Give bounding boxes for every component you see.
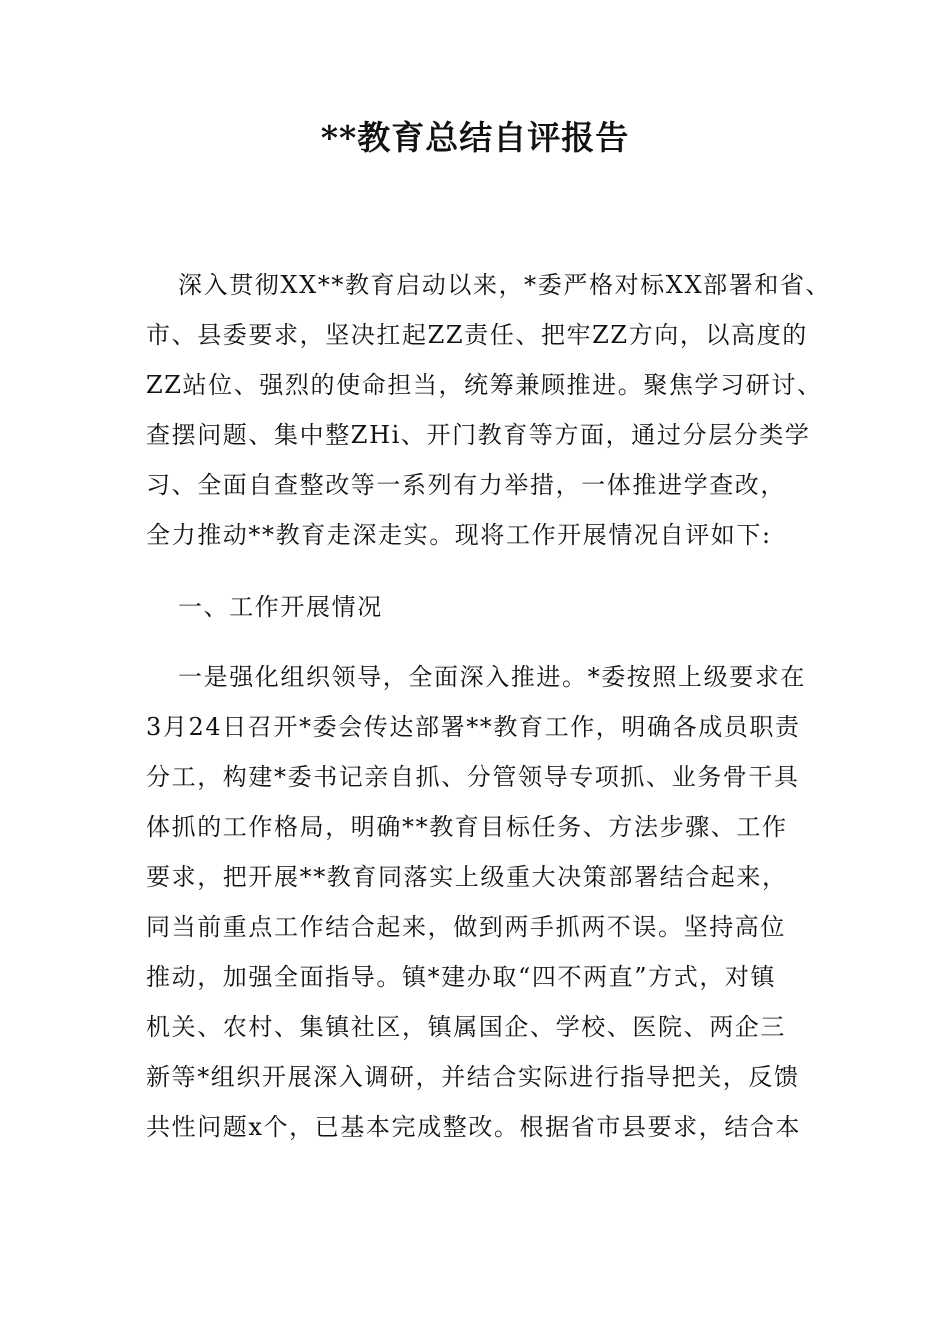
body-line: 体抓的工作格局，明确**教育目标任务、方法步骤、工作 <box>146 813 788 841</box>
intro-line: 全力推动**教育走深走实。现将工作开展情况自评如下: <box>146 521 772 549</box>
intro-line: 深入贯彻XX**教育启动以来，*委严格对标XX部署和省、 <box>178 271 832 299</box>
body-line: 推动，加强全面指导。镇*建办取“四不两直”方式，对镇 <box>146 963 777 991</box>
body-line: 3月24日召开*委会传达部署**教育工作，明确各成员职责 <box>146 713 801 741</box>
body-line: 机关、农村、集镇社区，镇属国企、学校、医院、两企三 <box>146 1013 786 1041</box>
intro-line: 市、县委要求，坚决扛起ZZ责任、把牢ZZ方向，以高度的 <box>146 321 808 349</box>
body-line: 同当前重点工作结合起来，做到两手抓两不误。坚持高位 <box>146 913 786 941</box>
body-line: 新等*组织开展深入调研，并结合实际进行指导把关，反馈 <box>146 1063 800 1091</box>
body-line: 一是强化组织领导，全面深入推进。*委按照上级要求在 <box>178 663 806 691</box>
intro-line: 习、全面自查整改等一系列有力举措，一体推进学查改， <box>146 471 786 499</box>
section-heading: 一、工作开展情况 <box>178 593 383 621</box>
intro-line: ZZ站位、强烈的使命担当，统筹兼顾推进。聚焦学习研讨、 <box>146 371 823 399</box>
body-line: 共性问题x个，已基本完成整改。根据省市县要求，结合本 <box>146 1113 802 1141</box>
body-line: 要求，把开展**教育同落实上级重大决策部署结合起来， <box>146 863 788 891</box>
body-line: 分工，构建*委书记亲自抓、分管领导专项抓、业务骨干具 <box>146 763 800 791</box>
intro-line: 查摆问题、集中整ZHi、开门教育等方面，通过分层分类学 <box>146 421 811 449</box>
document-title: **教育总结自评报告 <box>320 118 630 157</box>
